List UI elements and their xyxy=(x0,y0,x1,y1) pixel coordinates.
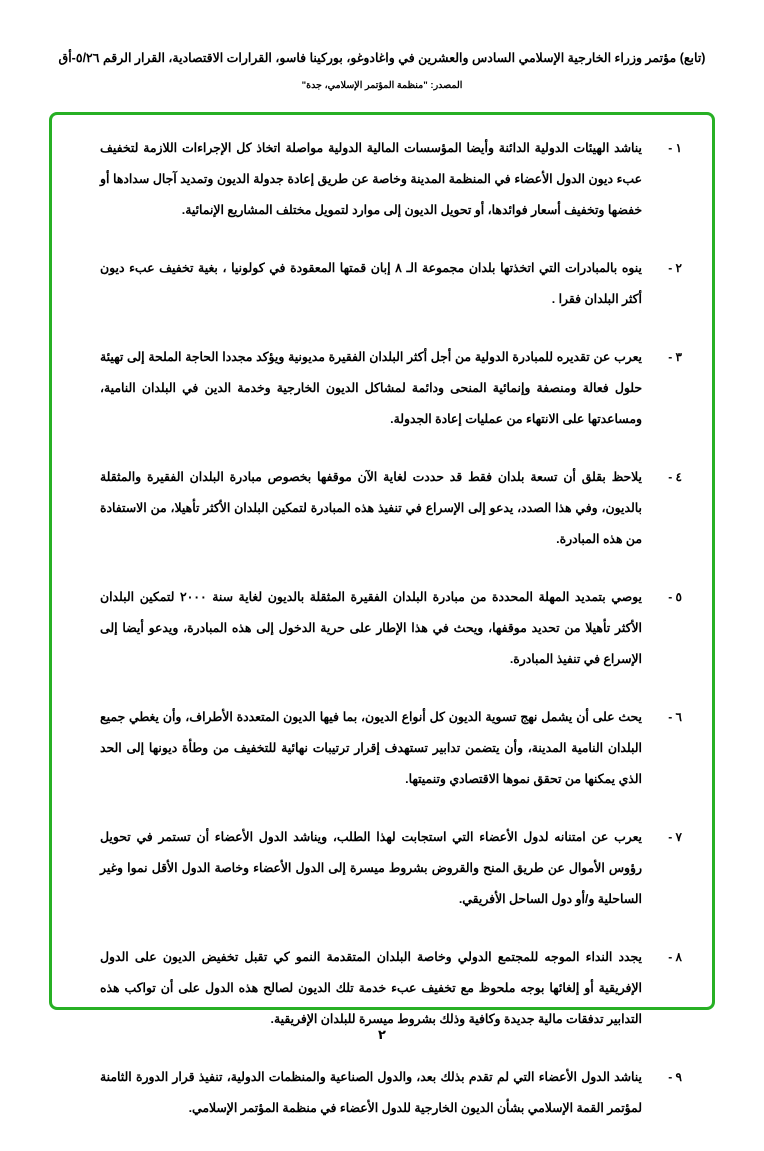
item-lead-verb: ينوه xyxy=(621,261,642,275)
item-text xyxy=(100,702,642,795)
resolution-item xyxy=(100,822,690,915)
item-body: على أن يشمل نهج تسوية الديون كل أنواع الديون، بما فيها الديون المتعددة الأطراف، وأن يغطي جميع البلدان النامية المدينة، وأن يتضمن تدابير تستهدف إقرار ترتيبات نهائية للتخفيف من وطأة ديونها إلى الحد الذي يمكنها من تحقق نموها الاقتصادي وتنميتها. xyxy=(100,710,642,786)
item-body: الدول الأعضاء التي لم تقدم بذلك بعد، والدول الصناعية والمنظمات الدولية، تنفيذ قرار الدورة الثامنة لمؤتمر القمة الإسلامي بشأن الديون الخارجية للدول الأعضاء في منظمة المؤتمر الإسلامي. xyxy=(100,1070,642,1115)
item-lead-verb: يعرب xyxy=(614,830,642,844)
item-body: بقلق أن تسعة بلدان فقط قد حددت لغاية الآن موقفها بخصوص مبادرة البلدان الفقيرة والمثقلة بالديون، وفي هذا الصدد، يدعو إلى الإسراع في تنفيذ هذه المبادرة لتمكين البلدان الأكثر تأهيلا، من الاستفادة من هذه المبادرة. xyxy=(100,470,642,546)
item-number: ٥ - xyxy=(668,590,682,604)
item-text xyxy=(100,1062,642,1124)
document-header-title: (تابع) مؤتمر وزراء الخارجية الإسلامي السادس والعشرين في واغادوغو، بوركينا فاسو، القرارات الاقتصادية، القرار الرقم ٥/٢٦-أق xyxy=(58,51,706,65)
item-text xyxy=(100,942,642,1035)
resolution-item xyxy=(100,253,690,315)
item-text xyxy=(100,582,642,675)
resolution-item xyxy=(100,942,690,1035)
item-body: للمبادرة الدولية من أجل أكثر البلدان الفقيرة مديونية ويؤكد مجددا الحاجة الملحة إلى تهيئة حلول فعالة ومنصفة وإنمائية المنحى ودائمة لمشاكل الديون الخارجية وخدمة الدين في البلدان النامية، ومساعدتها على الانتهاء من عمليات إعادة الجدولة. xyxy=(100,350,642,426)
item-body: بتمديد المهلة المحددة من مبادرة البلدان الفقيرة المثقلة بالديون لغاية سنة ٢٠٠٠ لتمكين البلدان الأكثر تأهيلا من تحديد موقفها، ويحث في هذا الإطار على حرية الدخول إلى هذه المبادرة، ويدعو أيضا إلى الإسراع في تنفيذ المبادرة. xyxy=(100,590,642,666)
item-number: ٣ - xyxy=(668,350,682,364)
item-body: عن امتنانه لدول الأعضاء التي استجابت لهذا الطلب، ويناشد الدول الأعضاء أن تستمر في تحويل رؤوس الأموال عن طريق المنح والقروض بشروط ميسرة إلى الدول الأعضاء وخاصة الدول الأقل نموا وغير الساحلية و/أو دول الساحل الأفريقي. xyxy=(100,830,642,906)
document-source: المصدر: "منظمة المؤتمر الإسلامي، جدة" xyxy=(301,80,463,91)
item-number: ١ - xyxy=(668,141,682,155)
resolution-list xyxy=(100,133,690,1151)
item-lead-verb: يلاحظ xyxy=(611,470,642,484)
item-lead-verb: يناشد xyxy=(614,1070,642,1084)
item-body: الهيئات الدولية الدائنة وأيضا المؤسسات المالية الدولية مواصلة اتخاذ كل الإجراءات اللازمة لتخفيف عبء ديون الدول الأعضاء في المنظمة المدينة وخاصة عن طريق إعادة جدولة الديون وتمديد آجال سدادها أو خفضها وتخفيف أسعار فوائدها، أو تحويل الديون إلى موارد لتمويل مختلف المشاريع الإنمائية. xyxy=(100,141,642,217)
item-lead-verb: يعرب عن تقديره xyxy=(556,350,643,364)
resolution-item xyxy=(100,582,690,675)
page-number: ٢ xyxy=(378,1028,386,1043)
item-text xyxy=(100,133,642,226)
item-text xyxy=(100,342,642,435)
resolution-item xyxy=(100,462,690,555)
item-lead-verb: يناشد xyxy=(614,141,642,155)
resolution-item xyxy=(100,702,690,795)
item-text xyxy=(100,822,642,915)
item-lead-verb: يوصي xyxy=(611,590,642,604)
item-lead-verb: يحث xyxy=(618,710,642,724)
item-number: ٩ - xyxy=(668,1070,682,1084)
item-lead-verb: يجدد xyxy=(618,950,642,964)
item-number: ٦ - xyxy=(668,710,682,724)
item-number: ٤ - xyxy=(668,470,682,484)
item-number: ٧ - xyxy=(668,830,682,844)
item-number: ٢ - xyxy=(668,261,682,275)
item-number: ٨ - xyxy=(668,950,682,964)
resolution-item xyxy=(100,1062,690,1124)
item-text xyxy=(100,253,642,315)
item-body: النداء الموجه للمجتمع الدولي وخاصة البلدان المتقدمة النمو كي تقبل تخفيض الديون على الدول الإفريقية أو إلغائها بوجه ملحوظ مع تخفيف عبء خدمة تلك الديون لصالح هذه الدول على أن تواكب هذه التدابير تدفقات مالية جديدة وكافية وذلك بشروط ميسرة للبلدان الإفريقية. xyxy=(100,950,642,1026)
resolution-item xyxy=(100,342,690,435)
item-body: بالمبادرات التي اتخذتها بلدان مجموعة الـ ٨ إبان قمتها المعقودة في كولونيا ، بغية تخفيف عبء ديون أكثر البلدان فقرا . xyxy=(100,261,642,306)
resolution-item xyxy=(100,133,690,226)
item-text xyxy=(100,462,642,555)
